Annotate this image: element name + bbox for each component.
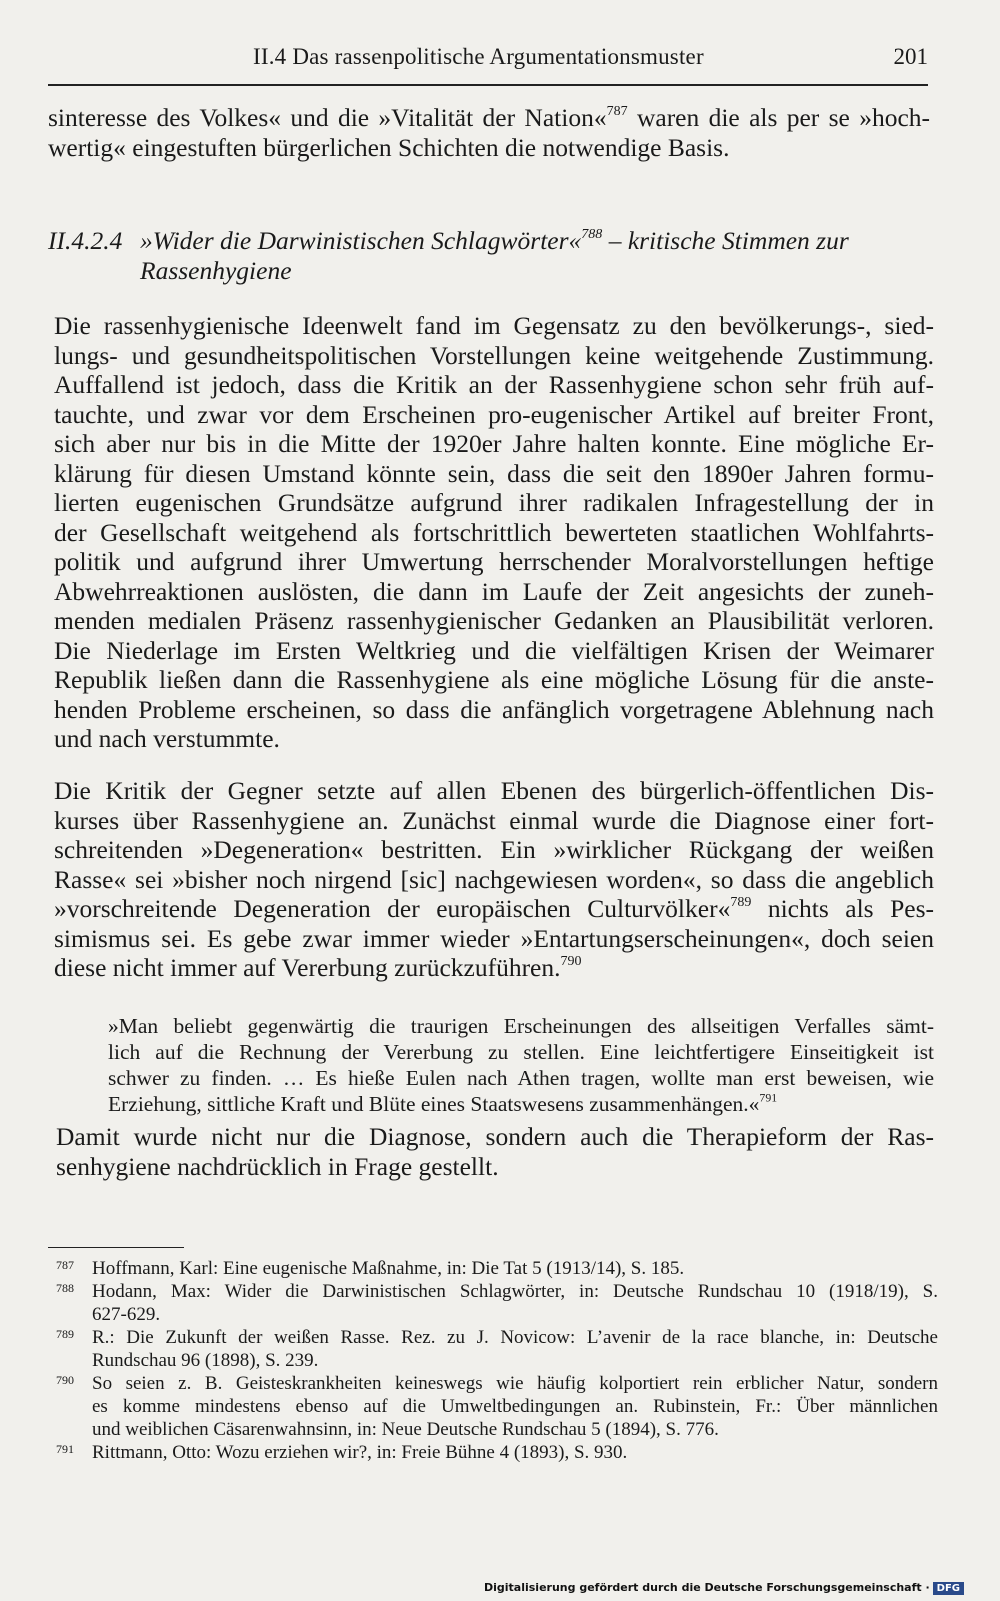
page-number: 201: [893, 44, 928, 69]
text-line: kurses über Rassenhygiene an. Zunächst einmal wurde die Diagnose einer fort-: [54, 805, 934, 835]
text-line: Rasse« sei »bisher noch nirgend [sic] nachgewiesen worden«, so dass die angeblich: [54, 864, 934, 894]
text-line: politik und aufgrund ihrer Umwertung herrschender Moralvorstellungen heftige: [54, 547, 934, 576]
footnote: [48, 1326, 938, 1372]
footnote-number: 788: [56, 1281, 74, 1295]
section-heading: II.4.2.4 »Wider die Darwinistischen Schlagwörter«$^{788}$ – kritische Stimmen zur Rassenhygiene: [48, 226, 928, 286]
text-line: Die Niederlage im Ersten Weltkrieg und die vielfältigen Krisen der Weimarer: [54, 635, 934, 665]
section-title: »Wider die Darwinistischen Schlagwörter«: [140, 226, 582, 255]
running-header: [48, 44, 928, 86]
footnote: [48, 1372, 938, 1441]
footnotes: [48, 1257, 938, 1464]
footnote-line: und weiblichen Cäsarenwahnsinn, in: Neue Deutsche Rundschau 5 (1894), S. 776.: [92, 1419, 719, 1440]
text-line: sinteresse des Volkes« und die »Vitalität der Nation«$^{787}$ waren die als per se »hoch-: [48, 103, 930, 132]
footnote-ref[interactable]: 788: [581, 226, 603, 242]
footnote-line: So seien z. B. Geisteskrankheiten keineswegs wie häufig kolportiert rein erblicher Natur, sondern: [92, 1373, 938, 1394]
footnote-ref[interactable]: 787: [606, 103, 628, 119]
footnote-line: es komme mindestens ebenso auf die Umweltbedingungen an. Rubinstein, Fr.: Über männlichen: [92, 1396, 938, 1417]
footnote-line: Hoffmann, Karl: Eine eugenische Maßnahme, in: Die Tat 5 (1913/14), S. 185.: [92, 1258, 685, 1279]
block-quote: [108, 1013, 934, 1117]
dfg-logo: DFG: [933, 1582, 964, 1595]
footnote-divider: [48, 1247, 184, 1248]
text-line: Damit wurde nicht nur die Diagnose, sondern auch die Therapieform der Ras-: [56, 1122, 934, 1151]
quote-line: schwer zu finden. … Es hieße Eulen nach Athen tragen, wollte man erst beweisen, wie: [108, 1066, 934, 1090]
paragraph-1: [54, 311, 934, 754]
footnote-ref[interactable]: 790: [560, 953, 582, 969]
text-line: »vorschreitende Degeneration der europäischen Culturvölker«$^{789}$ nichts als Pes-: [54, 894, 934, 923]
footnote: [48, 1257, 938, 1280]
text-line: schreitenden »Degeneration« bestritten. Ein »wirklicher Rückgang der weißen: [54, 835, 934, 864]
text-line: menden medialen Präsenz rassenhygienischer Gedanken an Plausibilität verloren.: [54, 606, 934, 635]
text-line: der Gesellschaft weitgehend als fortschrittlich bewerteten staatlichen Wohlfahrts-: [54, 517, 934, 547]
footnote-ref[interactable]: 789: [730, 894, 752, 910]
text-line: sich aber nur bis in die Mitte der 1920er Jahre halten konnte. Eine mögliche Er-: [54, 429, 934, 458]
paragraph-3: [56, 1122, 934, 1181]
intro-paragraph: [48, 103, 930, 162]
footnote: [48, 1441, 938, 1464]
text-line: henden Probleme erscheinen, so dass die anfänglich vorgetragene Ablehnung nach: [54, 694, 934, 724]
footnote-number: 791: [56, 1442, 74, 1456]
text-line: und nach verstummte.: [54, 724, 280, 753]
running-title: II.4 Das rassenpolitische Argumentationsmuster: [253, 44, 704, 69]
text-line: lierten eugenischen Grundsätze aufgrund ihrer radikalen Infragestellung der in: [54, 488, 934, 517]
text-line: tauchte, und zwar vor dem Erscheinen pro-eugenischer Artikel auf breiter Front,: [54, 399, 934, 429]
section-number: II.4.2.4: [48, 226, 123, 255]
footnote-line: R.: Die Zukunft der weißen Rasse. Rez. zu J. Novicow: L’avenir de la race blanche, in: Deutsche: [92, 1327, 938, 1348]
text-line: wertig« eingestuften bürgerlichen Schichten die notwendige Basis.: [48, 132, 730, 162]
text-line: lungs- und gesundheitspolitischen Vorstellungen keine weitgehende Zustimmung.: [54, 340, 934, 370]
footnote-number: 787: [56, 1258, 74, 1272]
text-line: senhygiene nachdrücklich in Frage gestellt.: [56, 1151, 499, 1181]
footnote-number: 790: [56, 1373, 74, 1387]
quote-line: »Man beliebt gegenwärtig die traurigen Erscheinungen des allseitigen Verfalles sämt-: [108, 1014, 934, 1038]
text-line: Die Kritik der Gegner setzte auf allen Ebenen des bürgerlich-öffentlichen Dis-: [54, 776, 934, 805]
footnote-number: 789: [56, 1327, 74, 1341]
footnote-line: Rittmann, Otto: Wozu erziehen wir?, in: Freie Bühne 4 (1893), S. 930.: [92, 1442, 628, 1463]
quote-line: lich auf die Rechnung der Vererbung zu stellen. Eine leichtfertigere Einseitigkeit ist: [108, 1040, 934, 1064]
text-line: simismus sei. Es gebe zwar immer wieder »Entartungserscheinungen«, doch seien: [54, 923, 934, 953]
text-line: Abwehrreaktionen auslösten, die dann im Laufe der Zeit angesichts der zuneh-: [54, 576, 934, 606]
text-line: diese nicht immer auf Vererbung zurückzuführen.$^{790}$: [54, 953, 582, 982]
text-line: Die rassenhygienische Ideenwelt fand im Gegensatz zu den bevölkerungs-, sied-: [54, 311, 934, 340]
section-title-continued: Rassenhygiene: [140, 256, 292, 285]
footnote-ref[interactable]: 791: [759, 1090, 778, 1105]
footnote-line: Hodann, Max: Wider die Darwinistischen Schlagwörter, in: Deutsche Rundschau 10 (1918/19), S.: [92, 1281, 938, 1302]
footnote: [48, 1280, 938, 1326]
quote-line: Erziehung, sittliche Kraft und Blüte eines Staatswesens zusammenhängen.«$^{791}$: [108, 1090, 778, 1116]
digitization-notice: Digitalisierung gefördert durch die Deutsche Forschungsgemeinschaft · DFG: [484, 1581, 964, 1595]
text-line: Auffallend ist jedoch, dass die Kritik an der Rassenhygiene schon sehr früh auf-: [54, 370, 934, 399]
text-line: klärung für diesen Umstand könnte sein, dass die seit den 1890er Jahren formu-: [54, 458, 934, 488]
footnote-line: Rundschau 96 (1898), S. 239.: [92, 1350, 319, 1371]
paragraph-2: [54, 776, 934, 983]
footnote-line: 627-629.: [92, 1304, 161, 1325]
text-line: Republik ließen dann die Rassenhygiene als eine mögliche Lösung für die anste-: [54, 665, 934, 694]
